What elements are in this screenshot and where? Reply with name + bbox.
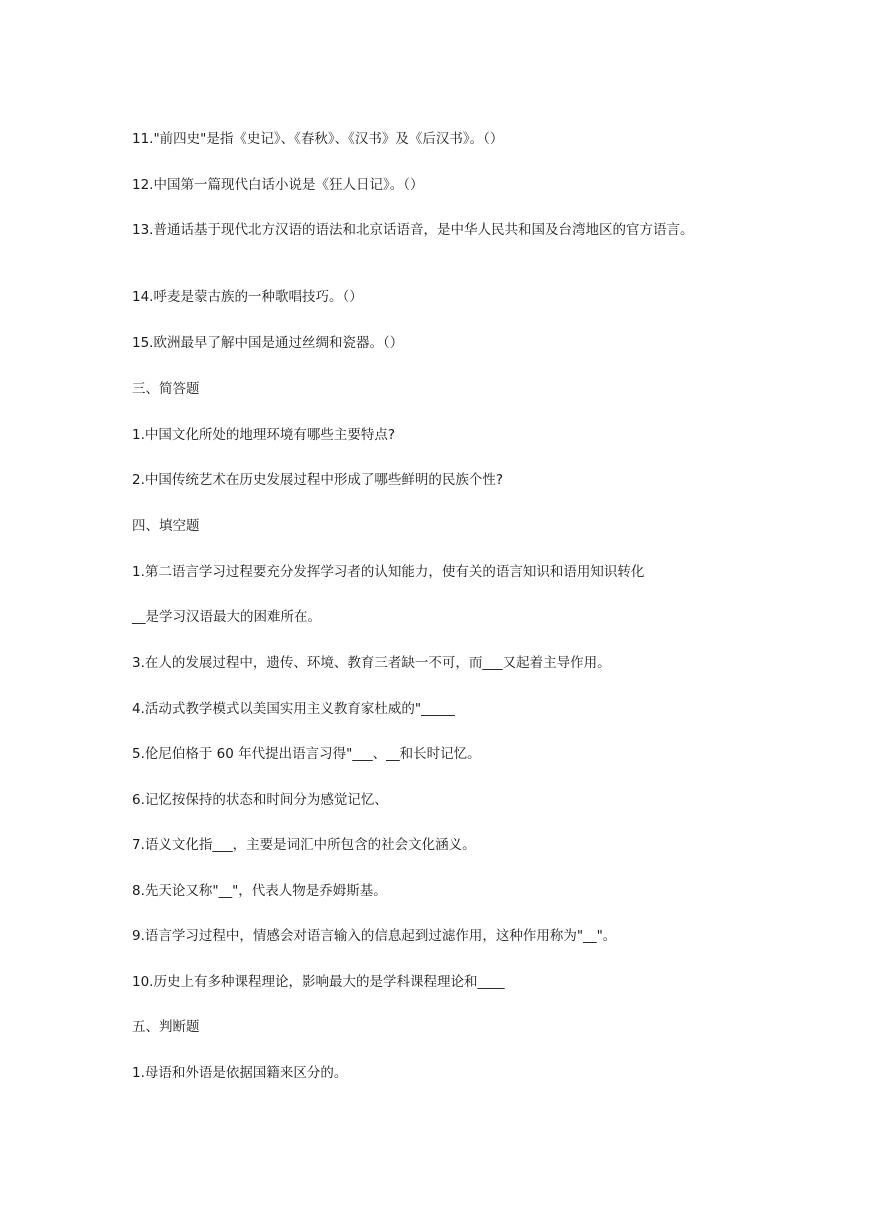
question-fb-10: 10.历史上有多种课程理论，影响最大的是学科课程理论和____ bbox=[132, 974, 505, 990]
question-tf-14: 14.呼麦是蒙古族的一种歌唱技巧。（） bbox=[132, 289, 363, 305]
question-tf-15: 15.欧洲最早了解中国是通过丝绸和瓷器。（） bbox=[132, 335, 404, 351]
question-sa-1: 1.中国文化所处的地理环境有哪些主要特点? bbox=[132, 427, 396, 443]
question-tf-13: 13.普通话基于现代北方汉语的语法和北京话语音，是中华人民共和国及台湾地区的官方语言。 bbox=[132, 222, 694, 238]
question-fb-2: __是学习汉语最大的困难所在。 bbox=[132, 609, 321, 625]
question-fb-3: 3.在人的发展过程中，遗传、环境、教育三者缺一不可，而___又起着主导作用。 bbox=[132, 655, 611, 671]
question-tf-11: 11."前四史"是指《史记》、《春秋》、《汉书》及《后汉书》。（） bbox=[132, 131, 504, 147]
question-fb-1: 1.第二语言学习过程要充分发挥学习者的认知能力，使有关的语言知识和语用知识转化 bbox=[132, 564, 645, 580]
question-fb-8: 8.先天论又称"__"，代表人物是乔姆斯基。 bbox=[132, 883, 387, 899]
question-fb-4: 4.活动式教学模式以美国实用主义教育家杜威的"_____ bbox=[132, 701, 455, 717]
question-fb-7: 7.语义文化指___，主要是词汇中所包含的社会文化涵义。 bbox=[132, 837, 476, 853]
question-fb-5: 5.伦尼伯格于 60 年代提出语言习得"___、__和长时记忆。 bbox=[132, 746, 481, 762]
question-fb-9: 9.语言学习过程中，情感会对语言输入的信息起到过滤作用，这种作用称为"__"。 bbox=[132, 928, 617, 944]
question-tf-12: 12.中国第一篇现代白话小说是《狂人日记》。（） bbox=[132, 177, 424, 193]
section-heading-true-false: 五、判断题 bbox=[132, 1019, 200, 1035]
question-sa-2: 2.中国传统艺术在历史发展过程中形成了哪些鲜明的民族个性? bbox=[132, 472, 504, 488]
section-heading-fill-blank: 四、填空题 bbox=[132, 518, 200, 534]
section-heading-short-answer: 三、简答题 bbox=[132, 381, 200, 397]
question-tf2-1: 1.母语和外语是依据国籍来区分的。 bbox=[132, 1065, 348, 1081]
question-fb-6: 6.记忆按保持的状态和时间分为感觉记忆、 bbox=[132, 792, 388, 808]
